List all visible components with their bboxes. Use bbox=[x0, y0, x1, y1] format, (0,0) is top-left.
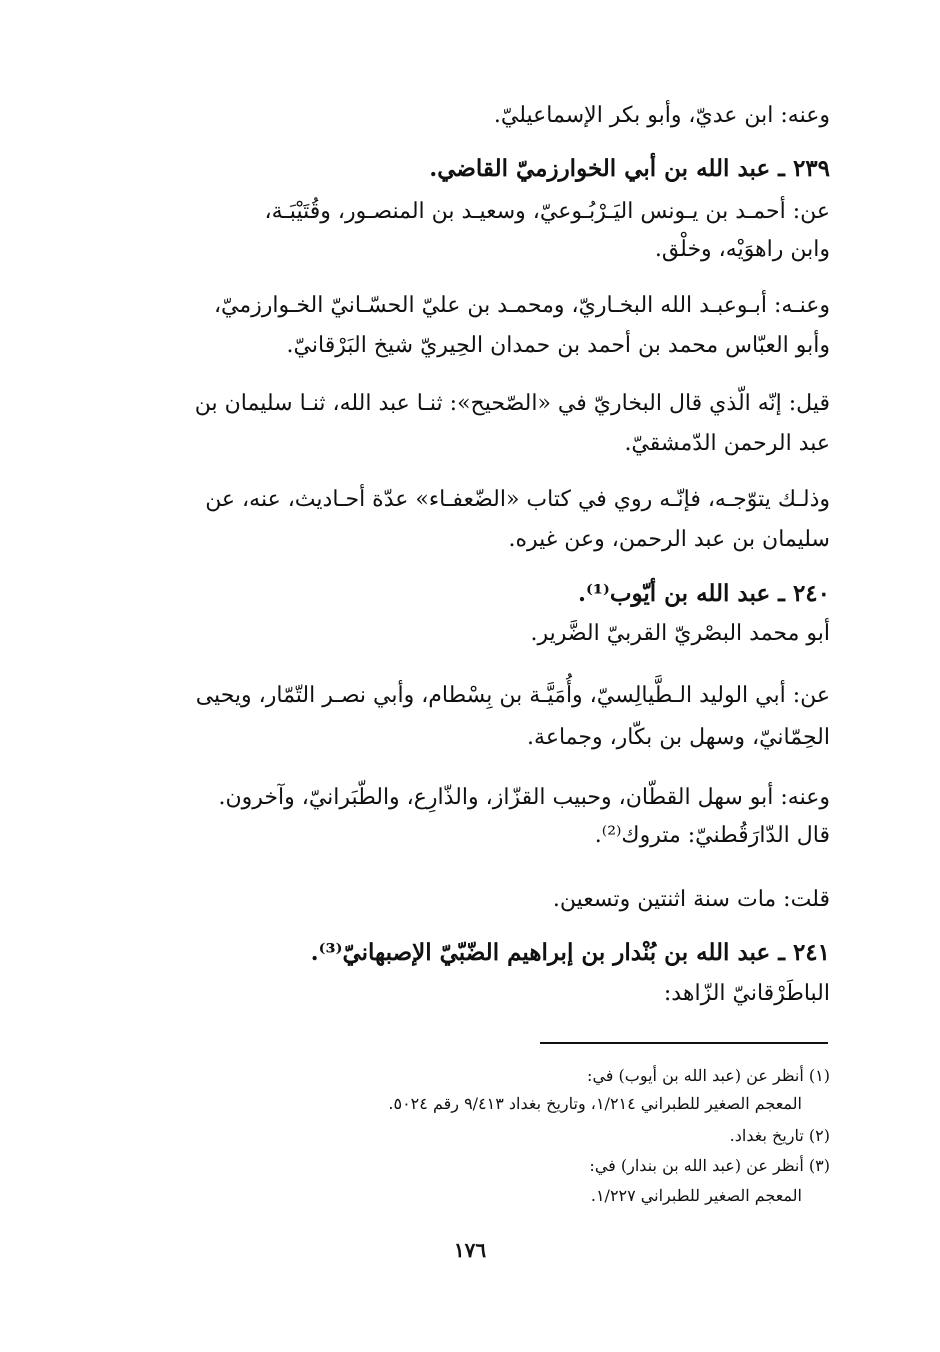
footnote-3-source: المعجم الصغير للطبراني ١/٢٢٧. bbox=[590, 1186, 802, 1205]
footnote-1: (١) أنظر عن (عبد الله بن أيوب) في: bbox=[587, 1066, 830, 1085]
text-line: سليمان بن عبد الرحمن، وعن غيره. bbox=[508, 527, 830, 552]
text-line: قال الدّارَقُطنيّ: متروك⁽²⁾. bbox=[594, 823, 830, 848]
text-line: أبو محمد البصْريّ القربيّ الضَّرير. bbox=[530, 621, 830, 646]
entry-heading-241: ٢٤١ ـ عبد الله بن بُنْدار بن إبراهيم الضّبّيّ الإصبهانيّ⁽³⁾. bbox=[310, 939, 830, 966]
text-line: وأبو العبّاس محمد بن أحمد بن حمدان الحِيريّ شيخ البَرْقانيّ. bbox=[286, 333, 830, 358]
text-line: قيل: إنّه الّذي قال البخاريّ في «الصّحيح»: ثنـا عبد الله، ثنـا سليمان بن bbox=[194, 391, 830, 416]
text-line: قلت: مات سنة اثنتين وتسعين. bbox=[552, 887, 830, 912]
text-line: عبد الرحمن الدّمشقيّ. bbox=[624, 431, 830, 456]
footnote-2: (٢) تاريخ بغداد. bbox=[729, 1126, 830, 1145]
text-line: عن: أحمـد بن يـونس اليَـرْبُـوعيّ، وسعيـد بن المنصـور، وقُتَيْبَـة، bbox=[264, 199, 830, 224]
text-line: وعنه: ابن عديّ، وأبو بكر الإسماعيليّ. bbox=[493, 103, 830, 128]
text-line: الحِمّانيّ، وسهل بن بكّار، وجماعة. bbox=[527, 725, 830, 750]
text-line: عن: أبي الوليد الـطَّيالِسيّ، وأُمَيَّـة بن بِسْطام، وأبي نصـر التّمّار، ويحيى bbox=[195, 683, 830, 708]
footnote-3: (٣) أنظر عن (عبد الله بن بندار) في: bbox=[589, 1156, 830, 1175]
text-line: الباطَرْقانيّ الزّاهد: bbox=[663, 981, 830, 1006]
entry-heading-240: ٢٤٠ ـ عبد الله بن أيّوب⁽¹⁾. bbox=[578, 580, 830, 607]
page-number: ١٧٦ bbox=[453, 1238, 487, 1262]
entry-heading-239: ٢٣٩ ـ عبد الله بن أبي الخوارزميّ القاضي. bbox=[429, 155, 830, 182]
text-line: وعنـه: أبـوعبـد الله البخـاريّ، ومحمـد بن عليّ الحسّـانيّ الخـوارزميّ، bbox=[213, 293, 830, 318]
footnote-separator bbox=[540, 1042, 828, 1044]
text-line: وابن راهوَيْه، وخلْق. bbox=[654, 237, 830, 262]
footnote-1-source: المعجم الصغير للطبراني ١/٢١٤، وتاريخ بغداد ٩/٤١٣ رقم ٥٠٢٤. bbox=[388, 1094, 802, 1113]
text-line: وعنه: أبو سهل القطّان، وحبيب القزّاز، والذّارِع، والطّبَرانيّ، وآخرون. bbox=[218, 785, 830, 810]
text-line: وذلـك يتوّجـه، فإنّـه روي في كتاب «الضّعفـاء» عدّة أحـاديث، عنه، عن bbox=[205, 487, 830, 512]
